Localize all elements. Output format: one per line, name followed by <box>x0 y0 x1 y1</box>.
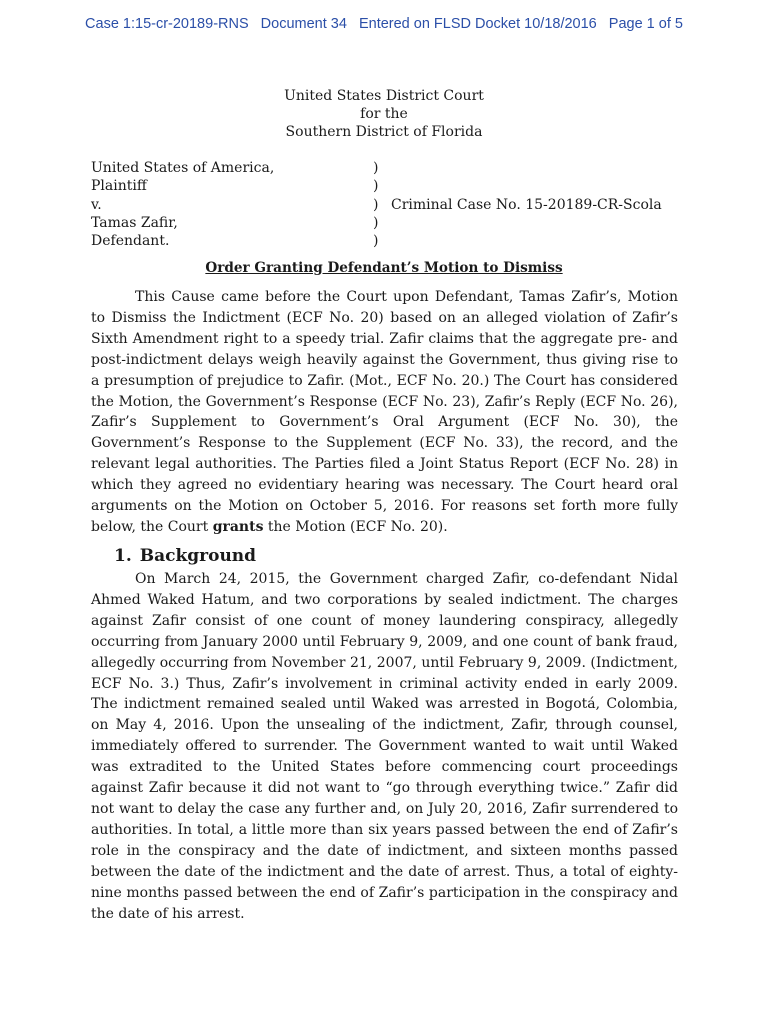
paren: ) <box>373 160 379 176</box>
page-number: Page 1 of 5 <box>608 16 683 32</box>
party-line: United States of America, <box>91 160 275 176</box>
caption-parties <box>91 159 371 250</box>
intro-bold-grants: grants <box>212 518 264 535</box>
caption-parentheses <box>373 159 378 250</box>
section-title: Background <box>139 546 257 566</box>
paren: ) <box>373 214 379 231</box>
intro-text-after: the Motion (ECF No. 20). <box>267 518 448 535</box>
court-name-block <box>0 87 768 141</box>
party-line: Plaintiff <box>91 178 147 195</box>
section-heading-background <box>114 546 264 566</box>
party-line: Tamas Zafir, <box>91 214 178 231</box>
docket-header <box>0 16 768 32</box>
intro-paragraph <box>91 287 678 538</box>
background-text: On March 24, 2015, the Government charged Zafir, co-defendant Nidal Ahmed Waked Hatum, and two corporations by sealed indictment. The charges against Zafir consist of one count of money laundering conspiracy, allegedly occurring from January 2000 until February 9, 2009, and one count of bank fraud, allegedly occurring from November 21, 2007, until February 9, 2009. (Indictment, ECF No. 3.) Thus, Zafir’s involvement in criminal activity ended in early 2009. The indictment remained sealed until Waked was arrested in Bogotá, Colombia, on May 4, 2016. Upon the unsealing of the indictment, Zafir, through counsel, immediately offered to surrender. The Government wanted to wait until Waked was extradited to the United States before commencing court proceedings against Zafir because it did not want to “go through everything twice.” Zafir did not want to delay the case any further and, on July 20, 2016, Zafir surrendered to authorities. In total, a little more than six years passed between the end of Zafir’s role in the conspiracy and the date of indictment, and sixteen months passed between the date of the indictment and the date of arrest. Thus, a total of eighty-nine months passed between the end of Zafir’s participation in the conspiracy and the date of his arrest. <box>91 571 678 922</box>
court-line-1: United States District Court <box>284 88 484 104</box>
court-line-2: for the <box>360 106 408 122</box>
paren: ) <box>373 233 379 250</box>
court-line-3: Southern District of Florida <box>285 124 483 140</box>
paren: ) <box>373 196 379 213</box>
intro-text-before: This Cause came before the Court upon Defendant, Tamas Zafir’s, Motion to Dismiss the Indictment (ECF No. 20) based on an alleged violation of Zafir’s Sixth Amendment right to a speedy trial. Zafir claims that the aggregate pre- and post-indictment delays weigh heavily against the Government, thus giving rise to a presumption of prejudice to Zafir. (Mot., ECF No. 20.) The Court has considered the Motion, the Government’s Response (ECF No. 23), Zafir’s Reply (ECF No. 26), Zafir’s Supplement to Government’s Oral Argument (ECF No. 30), the Government’s Response to the Supplement (ECF No. 33), the record, and the relevant legal authorities. The Parties filed a Joint Status Report (ECF No. 28) in which they agreed no evidentiary hearing was necessary. The Court heard oral arguments on the Motion on October 5, 2016. For reasons set forth more fully below, the Court <box>91 289 678 535</box>
order-title: Order Granting Defendant’s Motion to Dismiss <box>205 260 563 276</box>
party-line: v. <box>91 196 102 213</box>
criminal-case-number: Criminal Case No. 15-20189-CR-Scola <box>391 196 662 213</box>
case-number-header: Case 1:15-cr-20189-RNS <box>85 16 249 32</box>
party-line: Defendant. <box>91 233 170 250</box>
docket-entry: Entered on FLSD Docket 10/18/2016 <box>358 16 597 32</box>
document-number: Document 34 <box>260 16 347 32</box>
background-paragraph <box>91 569 678 924</box>
section-number: 1. <box>114 546 132 566</box>
paren: ) <box>373 178 379 195</box>
